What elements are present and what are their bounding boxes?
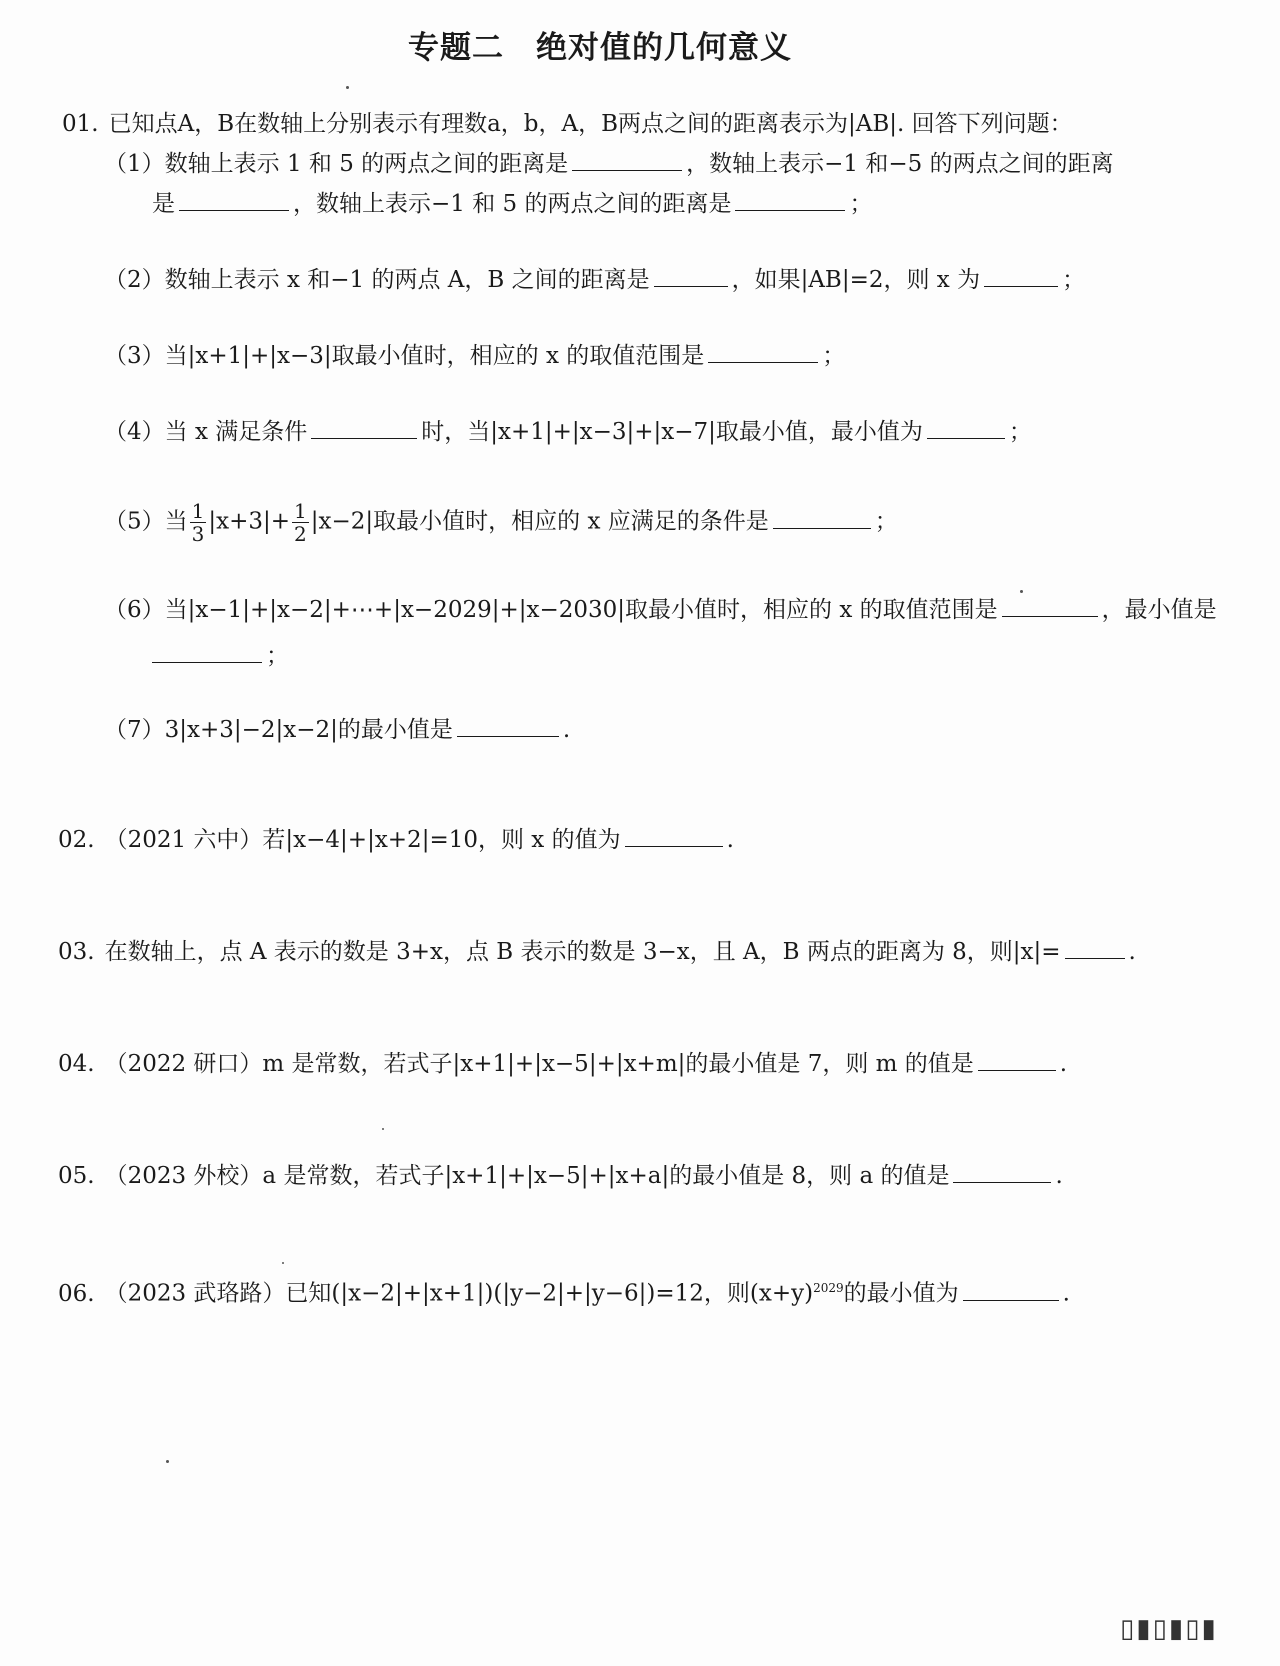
q06-text: （2023 武珞路）已知(|x−2|+|x+1|)(|y−2|+|y−6|)=12，则(x+y) — [104, 1280, 814, 1307]
q01-part6-text-b: ，最小值是 — [1101, 597, 1217, 623]
q02-end: . — [726, 827, 734, 853]
q06-line — [58, 1272, 1070, 1310]
q01-part4-text-b: 时，当|x+1|+|x−3|+|x−7|取最小值，最小值为 — [421, 419, 923, 445]
answer-blank[interactable] — [179, 188, 289, 211]
q01-part1-line2 — [152, 188, 872, 220]
q01-part5-line — [104, 500, 898, 545]
q01-part2-line — [104, 264, 1085, 296]
footer-scan-artifact-icon: ▯▮▯▮▯▮ — [1120, 1614, 1218, 1644]
q01-part1-text-e: ； — [849, 191, 873, 217]
scan-speck — [1020, 590, 1023, 593]
q06-text-b: 的最小值为 — [843, 1280, 959, 1307]
q05-line — [58, 1160, 1063, 1192]
answer-blank[interactable] — [1065, 936, 1125, 959]
scan-speck — [346, 86, 349, 89]
scan-speck — [282, 1262, 284, 1264]
q01-part2-text-a: （2）数轴上表示 x 和−1 的两点 A，B 之间的距离是 — [104, 267, 650, 293]
answer-blank[interactable] — [773, 506, 871, 529]
scan-speck — [166, 1460, 169, 1463]
q01-part1-text-b: ，数轴上表示−1 和−5 的两点之间的距离 — [686, 151, 1114, 177]
q01-part7-line — [104, 714, 570, 746]
answer-blank[interactable] — [457, 714, 559, 737]
q01-part1-text-a: （1）数轴上表示 1 和 5 的两点之间的距离是 — [104, 151, 569, 177]
answer-blank[interactable] — [927, 416, 1005, 439]
answer-blank[interactable] — [963, 1278, 1059, 1301]
q01-part1-text-c: 是 — [152, 191, 175, 217]
q05-end: . — [1055, 1163, 1063, 1189]
q06-end: . — [1062, 1280, 1070, 1307]
q01-part5-text-c: |x−2|取最小值时，相应的 x 应满足的条件是 — [310, 508, 769, 535]
fraction-denominator: 3 — [191, 522, 205, 546]
q01-number: 01. — [62, 111, 99, 137]
q01-part6-text-c: ； — [266, 643, 289, 669]
q01-part3-text-b: ； — [822, 343, 846, 369]
q02-text: （2021 六中）若|x−4|+|x+2|=10，则 x 的值为 — [104, 827, 621, 853]
q06-number: 06. — [58, 1280, 95, 1307]
q01-part3-text-a: （3）当|x+1|+|x−3|取最小值时，相应的 x 的取值范围是 — [104, 343, 705, 369]
q03-end: . — [1128, 939, 1136, 965]
q01-part4-text-c: ； — [1008, 419, 1032, 445]
q01-part7-text-a: （7）3|x+3|−2|x−2|的最小值是 — [104, 717, 453, 743]
answer-blank[interactable] — [152, 640, 262, 663]
q01-part6-text-a: （6）当|x−1|+|x−2|+⋯+|x−2029|+|x−2030|取最小值时，相应的 x 的取值范围是 — [104, 597, 998, 623]
q01-part3-line — [104, 340, 845, 372]
q01-part1-text-d: ，数轴上表示−1 和 5 的两点之间的距离是 — [293, 191, 732, 217]
q01-part4-line — [104, 416, 1032, 448]
q05-number: 05. — [58, 1163, 95, 1189]
q01-part5-text-d: ； — [874, 508, 898, 535]
scan-speck — [382, 1128, 384, 1130]
q02-line — [58, 824, 734, 856]
q01-part6-line — [104, 594, 1217, 626]
q05-text: （2023 外校）a 是常数，若式子|x+1|+|x−5|+|x+a|的最小值是 8，则 a 的值是 — [104, 1163, 950, 1189]
q03-text: 在数轴上，点 A 表示的数是 3+x，点 B 表示的数是 3−x，且 A，B 两点的距离为 8，则|x|= — [104, 939, 1061, 965]
q01-part5-text-b: |x+3|+ — [208, 508, 291, 535]
fraction-numerator: 1 — [191, 499, 205, 523]
q02-number: 02. — [58, 827, 95, 853]
q04-line — [58, 1048, 1067, 1080]
answer-blank[interactable] — [735, 188, 845, 211]
q01-intro: 已知点A，B在数轴上分别表示有理数a，b，A，B两点之间的距离表示为|AB|. 回答下列问题： — [108, 111, 1073, 137]
q01-part1-line — [104, 148, 1114, 180]
q04-text: （2022 研口）m 是常数，若式子|x+1|+|x−5|+|x+m|的最小值是 7，则 m 的值是 — [104, 1051, 974, 1077]
q04-end: . — [1059, 1051, 1068, 1077]
answer-blank[interactable] — [654, 264, 728, 287]
answer-blank[interactable] — [311, 416, 417, 439]
q01-part4-text-a: （4）当 x 满足条件 — [104, 419, 308, 445]
fraction-denominator: 2 — [294, 522, 307, 546]
q01-part2-text-b: ，如果|AB|=2，则 x 为 — [731, 267, 981, 293]
q03-line — [58, 936, 1136, 968]
q01-part6-line2 — [148, 640, 289, 672]
q03-number: 03. — [58, 939, 95, 965]
fraction-one-third — [190, 500, 207, 545]
page-title: 专题二 绝对值的几何意义 — [408, 30, 792, 66]
q04-number: 04. — [58, 1051, 95, 1077]
answer-blank[interactable] — [984, 264, 1058, 287]
answer-blank[interactable] — [953, 1160, 1051, 1183]
q01-part7-text-b: . — [562, 717, 571, 743]
answer-blank[interactable] — [708, 340, 818, 363]
answer-blank[interactable] — [572, 148, 682, 171]
answer-blank[interactable] — [978, 1048, 1056, 1071]
q01-part2-text-c: ； — [1062, 267, 1086, 293]
fraction-one-half — [292, 500, 309, 545]
q01-intro-line — [62, 108, 1073, 140]
answer-blank[interactable] — [625, 824, 723, 847]
answer-blank[interactable] — [1002, 594, 1098, 617]
fraction-numerator: 1 — [294, 499, 307, 523]
q06-exponent: 2029 — [813, 1281, 844, 1295]
q01-part5-text-a: （5）当 — [104, 508, 188, 535]
